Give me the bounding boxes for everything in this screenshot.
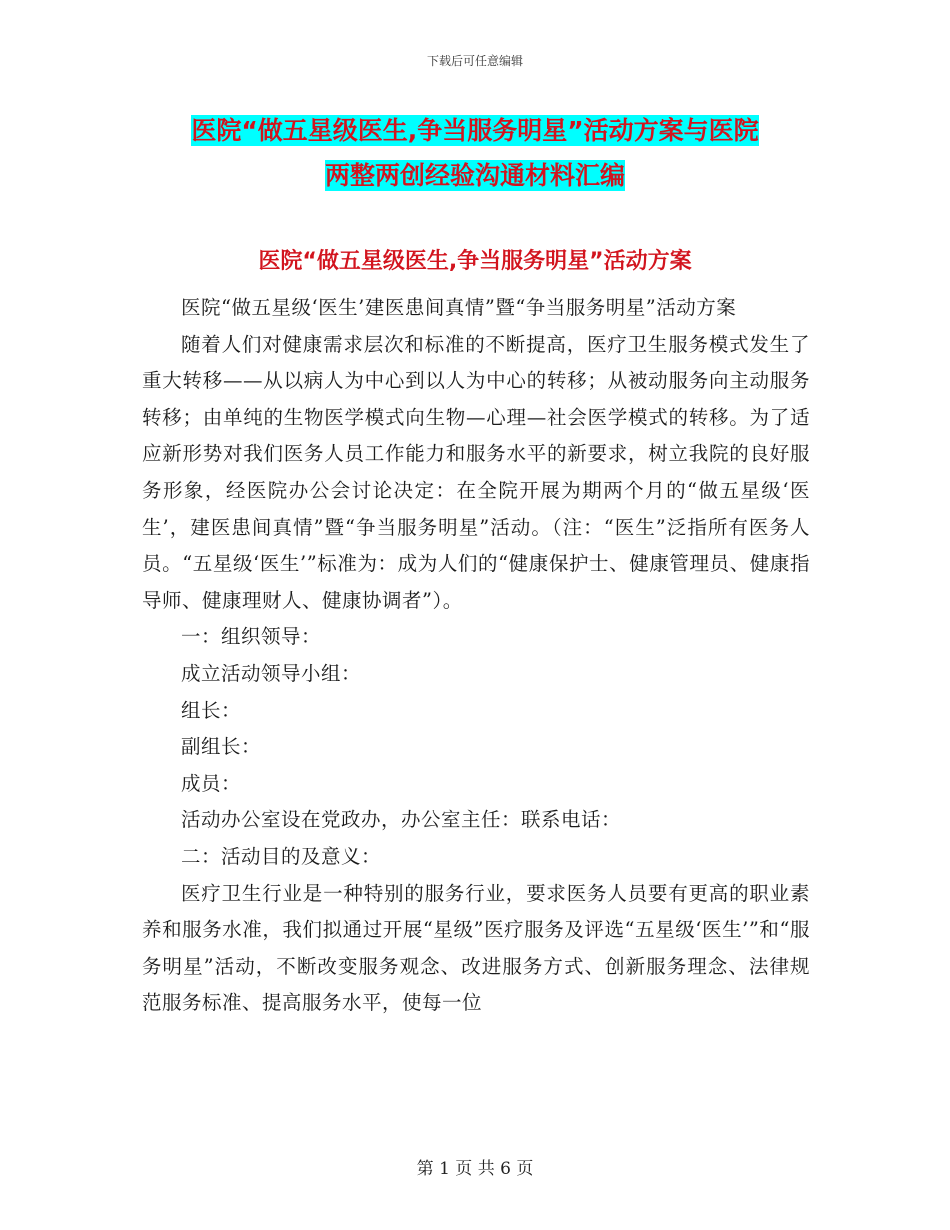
header-note: 下载后可任意编辑 — [426, 54, 523, 68]
document-title-line-1: 医院“做五星级医生,争当服务明星”活动方案与医院 — [191, 116, 759, 145]
paragraph: 成员： — [181, 771, 242, 795]
paragraph: 随着人们对健康需求层次和标准的不断提高，医疗卫生服务模式发生了重大转移——从以病人为中心到以人为中心的转移；从被动服务向主动服务转移；由单纯的生物医学模式向生物—心理—社会医学模式的转移。为了适应新形势对我们医务人员工作能力和服务水平的新要求，树立我院的良好服务形象，经医院办公会讨论决定：在全院开展为期两个月的“做五星级‘医生’，建医患间真情”暨“争当服务明星”活动。（注：“医生”泛指所有医务人员。“五星级‘医生’”标准为：成为人们的“健康保护士、健康管理员、健康指导师、健康理财人、健康协调者”）。 — [142, 332, 810, 612]
document-body — [142, 290, 810, 1022]
document-title-line-2: 两整两创经验沟通材料汇编 — [324, 161, 625, 190]
paragraph: 二：活动目的及意义： — [181, 844, 382, 868]
paragraph: 组长： — [181, 698, 242, 722]
page-number: 第 1 页 共 6 页 — [416, 1159, 534, 1179]
document-title — [140, 108, 810, 198]
paragraph: 成立活动领导小组： — [181, 661, 362, 685]
paragraph: 副组长： — [181, 735, 262, 759]
paragraph: 医疗卫生行业是一种特别的服务行业，要求医务人员要有更高的职业素养和服务水准，我们拟通过开展“星级”医疗服务及评选“五星级‘医生’”和“服务明星”活动，不断改变服务观念、改进服务方式、创新服务理念、法律规范服务标准、提高服务水平，使每一位 — [142, 881, 810, 1015]
paragraph: 活动办公室设在党政办，办公室主任：联系电话： — [181, 808, 622, 832]
paragraph: 医院“做五星级‘医生’建医患间真情”暨“争当服务明星”活动方案 — [181, 296, 737, 319]
paragraph: 一：组织领导： — [181, 625, 322, 649]
section-title: 医院“做五星级医生,争当服务明星”活动方案 — [258, 249, 692, 274]
